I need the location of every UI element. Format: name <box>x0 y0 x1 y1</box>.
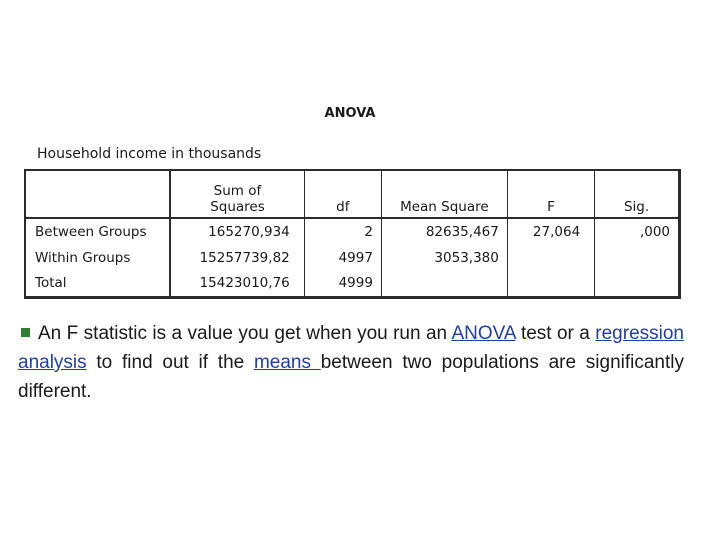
means-link[interactable]: means <box>253 352 321 373</box>
regression-link[interactable]: regression <box>595 323 684 344</box>
header-sig: Sig. <box>595 171 678 218</box>
cell-sig <box>595 245 678 271</box>
cell-sum-of-squares: 15423010,76 <box>170 270 304 296</box>
analysis-link[interactable]: analysis <box>18 352 87 373</box>
cell-df: 4997 <box>304 245 381 271</box>
cell-sig <box>595 270 678 296</box>
cell-mean-square <box>381 270 507 296</box>
cell-mean-square: 82635,467 <box>381 218 507 245</box>
row-label-between-groups: Between Groups <box>26 218 170 245</box>
cell-f <box>507 270 594 296</box>
cell-df: 4999 <box>304 270 381 296</box>
header-corner <box>26 171 170 218</box>
anova-title: ANOVA <box>324 106 376 121</box>
row-label-within-groups: Within Groups <box>26 245 170 271</box>
cell-df: 2 <box>304 218 381 245</box>
f-statistic-paragraph <box>18 319 684 406</box>
paragraph-text: to find out if the <box>86 352 254 373</box>
dependent-variable-label: Household income in thousands <box>37 146 262 162</box>
header-df: df <box>304 171 381 218</box>
square-bullet-icon <box>21 328 30 337</box>
row-label-total: Total <box>26 270 170 296</box>
paragraph-text: An F statistic is a value you get when you run an <box>38 323 452 344</box>
cell-mean-square: 3053,380 <box>381 245 507 271</box>
cell-f <box>507 245 594 271</box>
table-row <box>26 245 678 271</box>
header-sum-of-squares: Sum of Squares <box>170 171 304 218</box>
paragraph-text: between two populations are significantly different. <box>18 352 684 402</box>
anova-link[interactable]: ANOVA <box>451 323 516 344</box>
cell-sum-of-squares: 15257739,82 <box>170 245 304 271</box>
header-mean-square: Mean Square <box>381 171 507 218</box>
paragraph-text: test or a <box>515 323 596 344</box>
table-header-row <box>26 171 678 218</box>
anova-table <box>26 171 678 296</box>
cell-f: 27,064 <box>507 218 594 245</box>
table-row <box>26 270 678 296</box>
header-f: F <box>507 171 594 218</box>
table-row <box>26 218 678 245</box>
anova-table-container <box>24 169 681 299</box>
cell-sum-of-squares: 165270,934 <box>170 218 304 245</box>
cell-sig: ,000 <box>595 218 678 245</box>
